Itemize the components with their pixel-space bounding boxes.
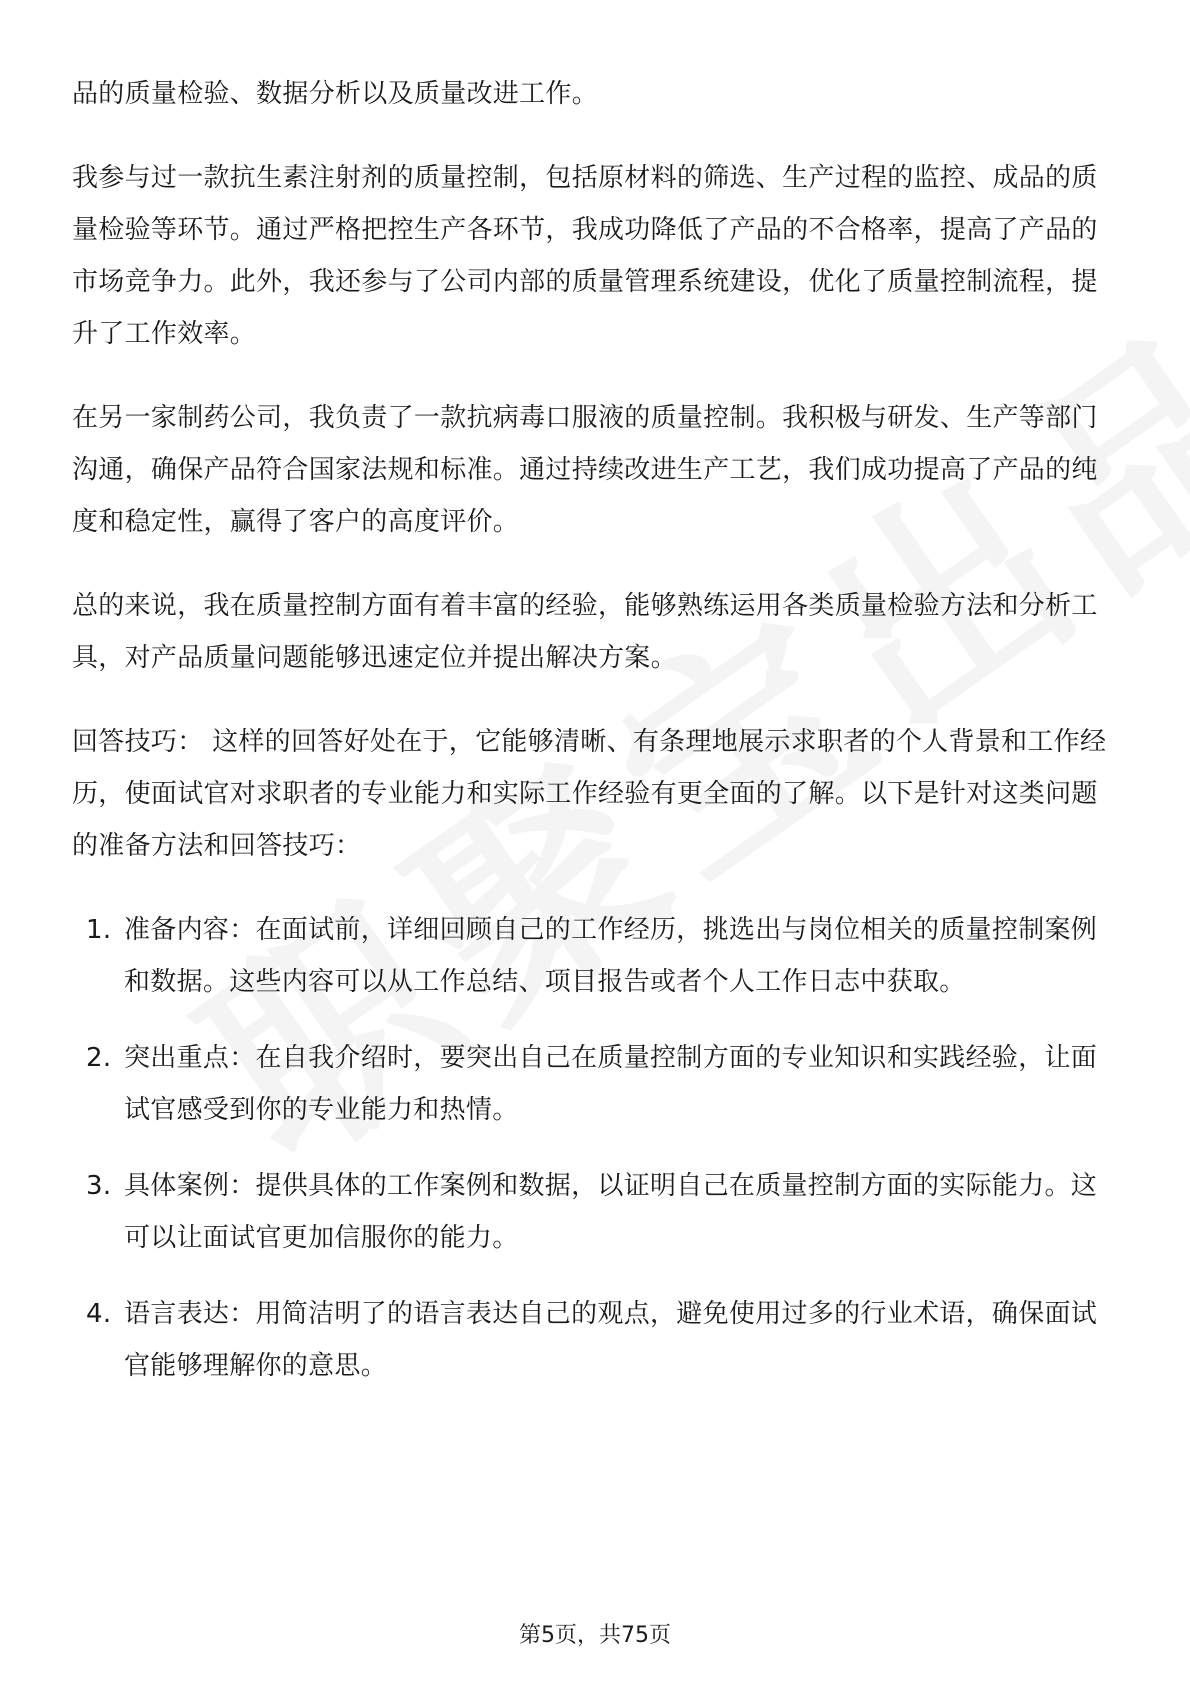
- list-text: 语言表达：用简洁明了的语言表达自己的观点，避免使用过多的行业术语，确保面试官能够理解你的意思。: [124, 1299, 1098, 1381]
- answer-tips-intro: 回答技巧： 这样的回答好处在于，它能够清晰、有条理地展示求职者的个人背景和工作经历，使面试官对求职者的专业能力和实际工作经验有更全面的了解。以下是针对这类问题的准备方法和回答技巧：: [72, 727, 1107, 861]
- paragraph: 品的质量检验、数据分析以及质量改进工作。: [72, 79, 599, 109]
- page-number: 第5页，共75页: [519, 1623, 671, 1648]
- list-number: 2.: [86, 1043, 112, 1073]
- paragraph: 在另一家制药公司，我负责了一款抗病毒口服液的质量控制。我积极与研发、生产等部门沟通，确保产品符合国家法规和标准。通过持续改进生产工艺，我们成功提高了产品的纯度和稳定性，赢得了客户的高度评价。: [72, 403, 1098, 537]
- list-number: 3.: [86, 1171, 112, 1201]
- list-number: 1.: [86, 915, 112, 945]
- list-item: [72, 1032, 1122, 1136]
- list-number: 4.: [86, 1299, 112, 1329]
- list-item: [72, 1160, 1122, 1264]
- document-body: [72, 68, 1122, 1416]
- list-text: 突出重点：在自我介绍时，要突出自己在质量控制方面的专业知识和实践经验，让面试官感受到你的专业能力和热情。: [124, 1043, 1098, 1125]
- paragraph: 我参与过一款抗生素注射剂的质量控制，包括原材料的筛选、生产过程的监控、成品的质量检验等环节。通过严格把控生产各环节，我成功降低了产品的不合格率，提高了产品的市场竞争力。此外，我还参与了公司内部的质量管理系统建设，优化了质量控制流程，提升了工作效率。: [72, 163, 1098, 349]
- list-item: [72, 1288, 1122, 1392]
- tips-list: [72, 904, 1122, 1392]
- paragraph: 总的来说，我在质量控制方面有着丰富的经验，能够熟练运用各类质量检验方法和分析工具，对产品质量问题能够迅速定位并提出解决方案。: [72, 591, 1098, 673]
- list-text: 具体案例：提供具体的工作案例和数据，以证明自己在质量控制方面的实际能力。这可以让面试官更加信服你的能力。: [124, 1171, 1098, 1253]
- list-text: 准备内容：在面试前，详细回顾自己的工作经历，挑选出与岗位相关的质量控制案例和数据。这些内容可以从工作总结、项目报告或者个人工作日志中获取。: [124, 915, 1098, 997]
- list-item: [72, 904, 1122, 1008]
